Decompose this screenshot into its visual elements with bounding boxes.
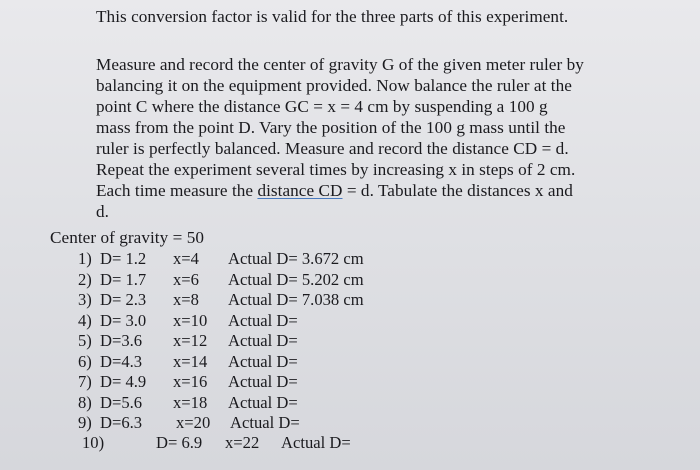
row-d-value: D= 1.2: [100, 249, 147, 268]
row-x-value: x=8: [173, 290, 199, 309]
row-number: 3): [78, 290, 92, 309]
row-actual-d: Actual D= 3.672 cm: [228, 249, 364, 268]
row-number: 7): [78, 372, 92, 391]
row-number: 10): [82, 433, 105, 452]
row-d-value: D= 1.7: [100, 270, 147, 289]
row-x-value: x=12: [173, 331, 208, 350]
row-number: 4): [78, 311, 92, 330]
row-actual-d: Actual D=: [228, 372, 298, 391]
paragraph-line-7: Each time measure the distance CD = d. Tabulate the distances x and: [96, 181, 573, 200]
row-d-value: D= 2.3: [100, 290, 147, 309]
row-x-value: x=18: [173, 393, 208, 412]
paragraph-line-1: Measure and record the center of gravity G of the given meter ruler by: [96, 55, 584, 74]
row-x-value: x=22: [225, 433, 260, 452]
row-number: 9): [78, 413, 92, 432]
row-d-value: D= 4.9: [100, 372, 147, 391]
row-d-value: D=5.6: [100, 393, 143, 412]
underlined-phrase: distance CD: [257, 181, 343, 200]
row-x-value: x=4: [173, 249, 199, 268]
row-number: 8): [78, 393, 92, 412]
row-actual-d: Actual D=: [228, 393, 298, 412]
paragraph-line-8: d.: [96, 202, 109, 221]
row-x-value: x=6: [173, 270, 199, 289]
row-actual-d: Actual D=: [281, 433, 351, 452]
row-d-value: D= 6.9: [156, 433, 203, 452]
row-x-value: x=16: [173, 372, 208, 391]
paragraph-line-6: Repeat the experiment several times by increasing x in steps of 2 cm.: [96, 160, 576, 179]
row-x-value: x=20: [176, 413, 211, 432]
row-actual-d: Actual D=: [228, 331, 298, 350]
row-actual-d: Actual D= 7.038 cm: [228, 290, 364, 309]
row-actual-d: Actual D=: [228, 352, 298, 371]
paragraph-line-2: balancing it on the equipment provided. Now balance the ruler at the: [96, 76, 572, 95]
paragraph-line-4: mass from the point D. Vary the position of the 100 g mass until the: [96, 118, 566, 137]
row-actual-d: Actual D=: [228, 311, 298, 330]
row-d-value: D= 3.0: [100, 311, 147, 330]
row-x-value: x=10: [173, 311, 208, 330]
row-d-value: D=4.3: [100, 352, 143, 371]
row-number: 2): [78, 270, 92, 289]
row-d-value: D=3.6: [100, 331, 143, 350]
intro-sentence: This conversion factor is valid for the three parts of this experiment.: [96, 7, 569, 26]
center-of-gravity-label: Center of gravity = 50: [50, 228, 204, 247]
row-actual-d: Actual D=: [230, 413, 300, 432]
paragraph-line-5: ruler is perfectly balanced. Measure and record the distance CD = d.: [96, 139, 569, 158]
row-number: 6): [78, 352, 92, 371]
row-number: 5): [78, 331, 92, 350]
row-x-value: x=14: [173, 352, 208, 371]
paragraph-line-3: point C where the distance GC = x = 4 cm by suspending a 100 g: [96, 97, 548, 116]
row-actual-d: Actual D= 5.202 cm: [228, 270, 364, 289]
row-number: 1): [78, 249, 92, 268]
row-d-value: D=6.3: [100, 413, 143, 432]
